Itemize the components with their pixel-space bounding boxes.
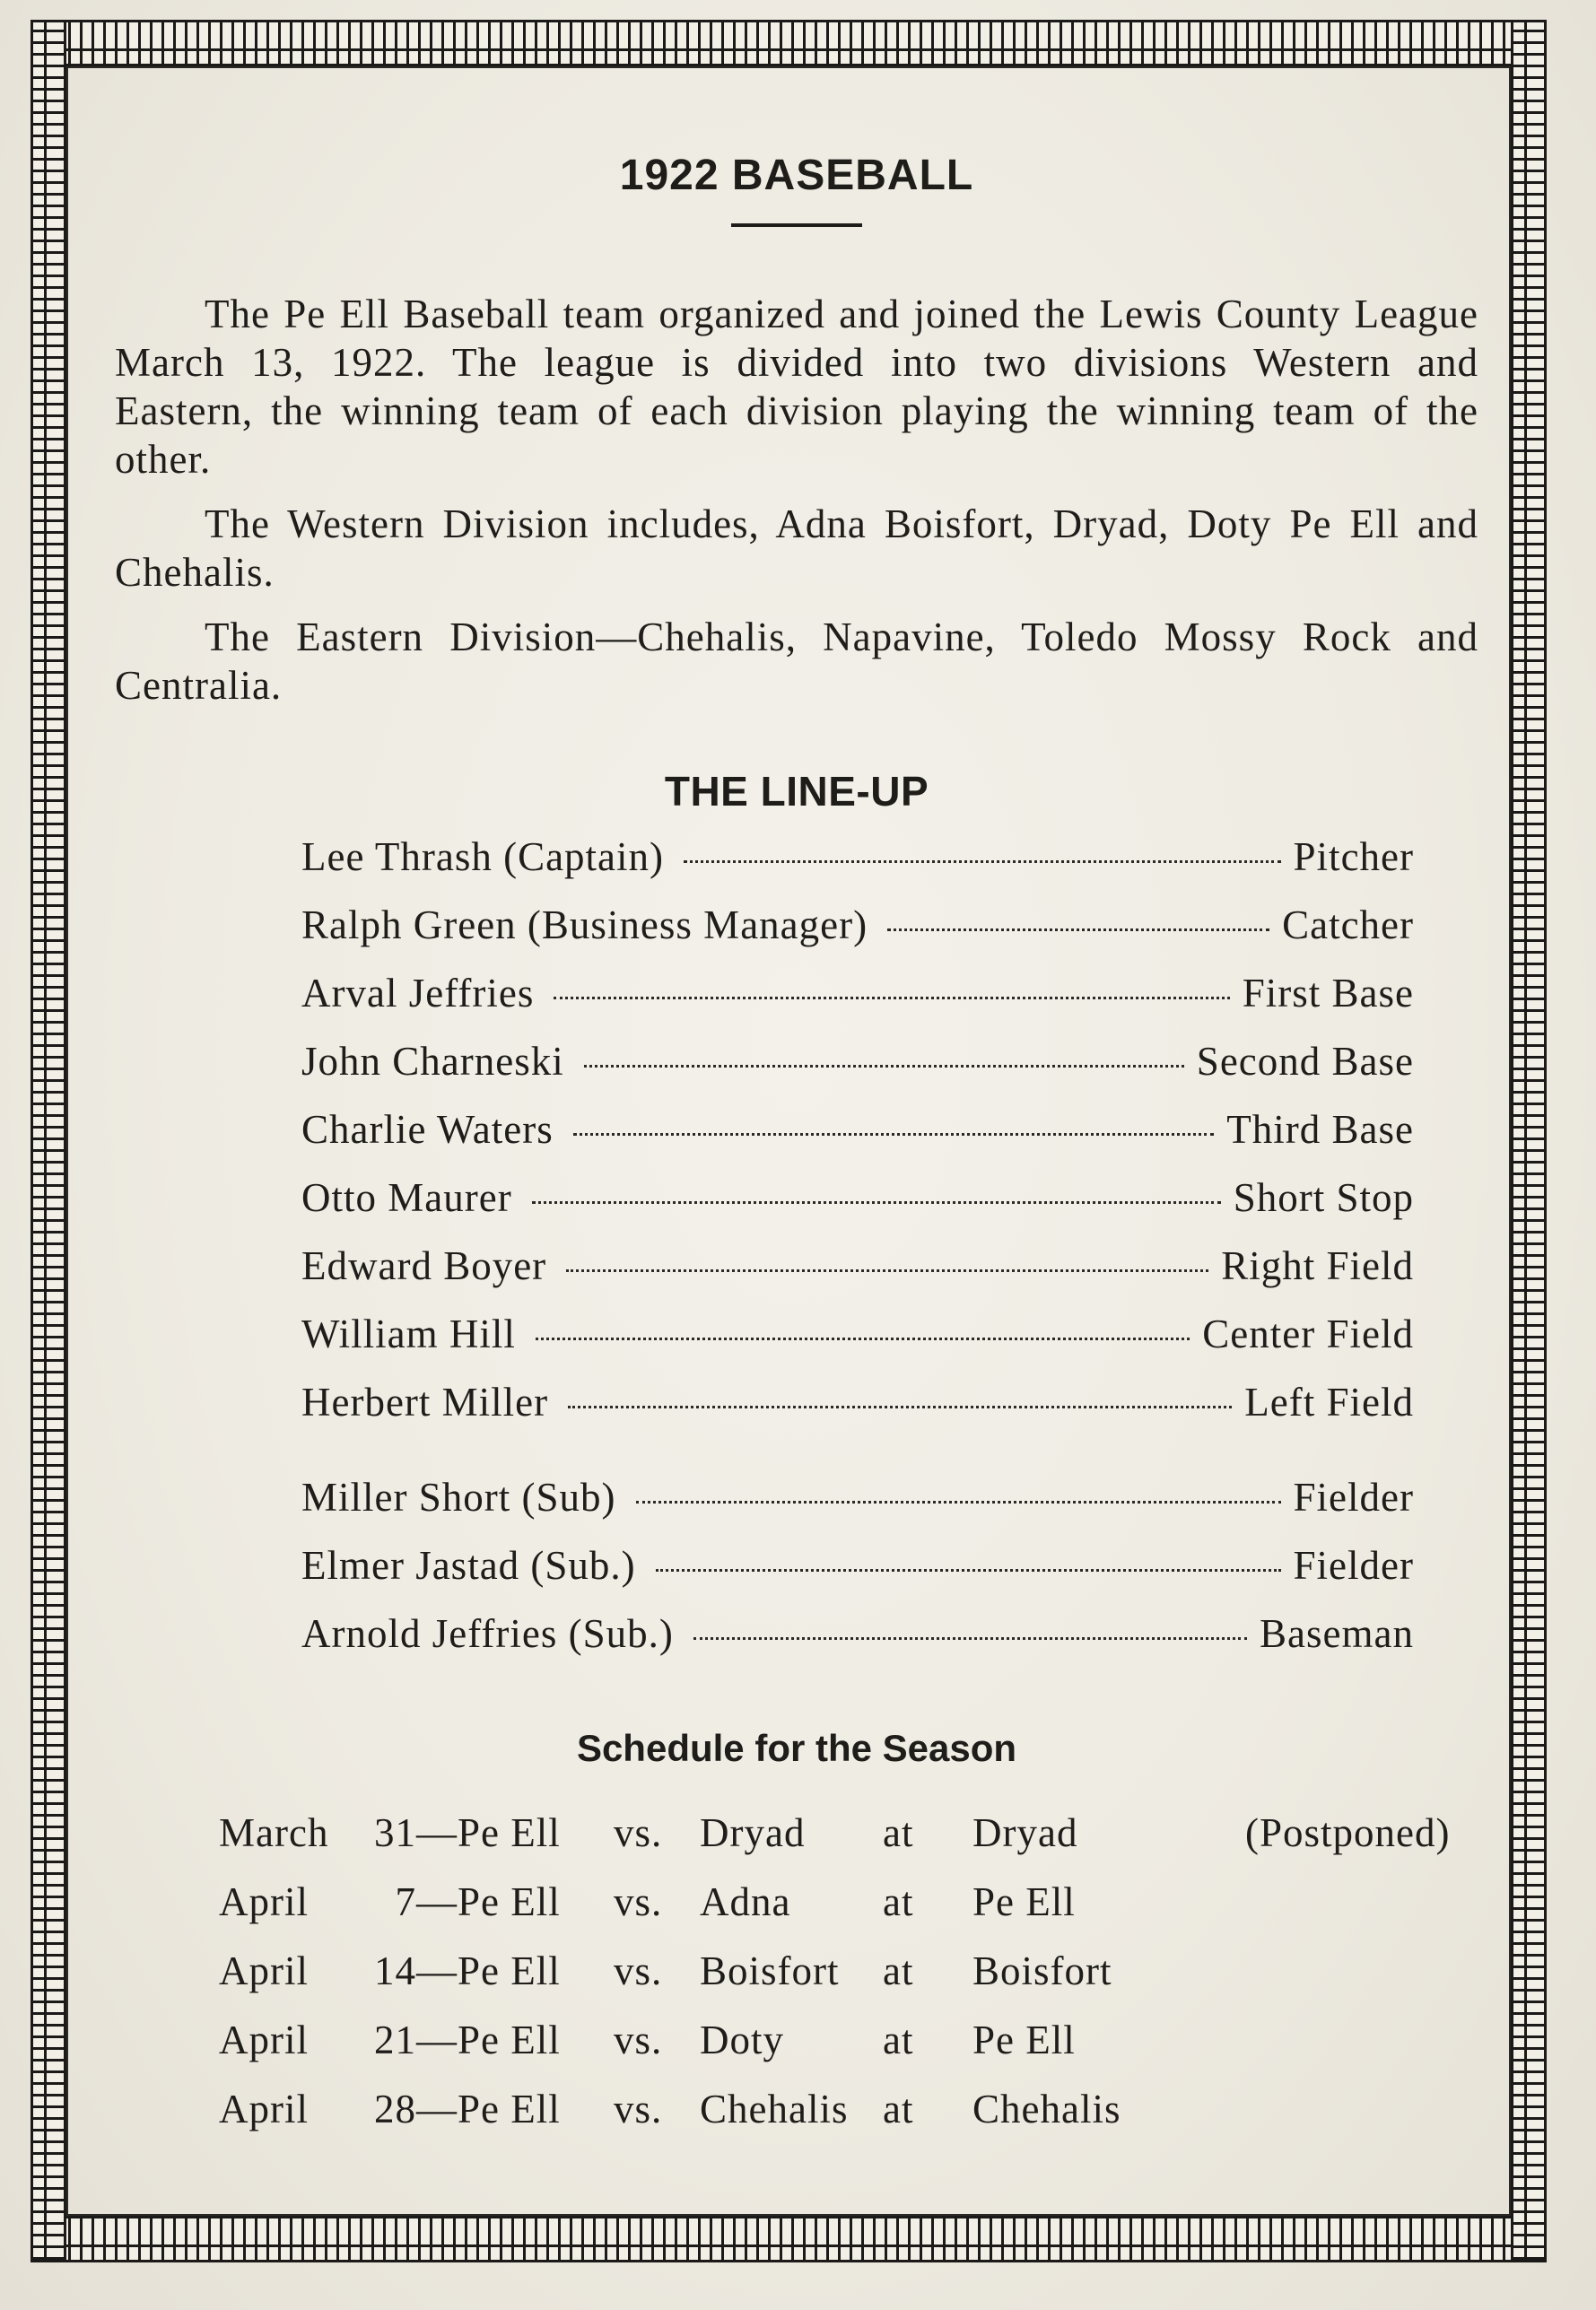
player-name: Edward Boyer [301, 1243, 547, 1288]
dot-leader [566, 1269, 1208, 1272]
game-venue: Dryad [972, 1810, 1078, 1855]
game-day: 31 [374, 1810, 416, 1855]
game-venue: Pe Ell [972, 2018, 1076, 2062]
home-team: —Pe Ell [416, 2018, 561, 2062]
dot-leader [887, 928, 1269, 931]
at-label: at [883, 1948, 914, 1993]
player-name: Herbert Miller [301, 1380, 549, 1425]
title-underline-rule [731, 223, 862, 227]
dot-leader [656, 1569, 1281, 1572]
game-day: 21 [374, 2018, 416, 2062]
page-title: 1922 BASEBALL [619, 152, 974, 199]
player-position: Center Field [1202, 1312, 1414, 1356]
at-label: at [883, 1810, 914, 1855]
game-venue: Chehalis [972, 2087, 1121, 2131]
schedule-list [219, 1809, 1478, 2155]
intro-section [115, 290, 1478, 710]
game-venue: Boisfort [972, 1948, 1112, 1993]
player-name: Otto Maurer [301, 1175, 512, 1220]
player-position: Second Base [1196, 1039, 1414, 1084]
opponent-team: Adna [700, 1879, 791, 1924]
substitute-row [301, 1542, 1414, 1610]
substitute-name: Arnold Jeffries (Sub.) [301, 1611, 674, 1656]
game-day: 14 [374, 1948, 416, 1993]
at-label: at [883, 2018, 914, 2062]
substitute-name: Elmer Jastad (Sub.) [301, 1543, 636, 1588]
opponent-team: Doty [700, 2018, 784, 2062]
ornamental-border-left [31, 20, 66, 2262]
dot-leader [684, 860, 1281, 863]
home-team: —Pe Ell [416, 1810, 561, 1855]
dot-leader [573, 1133, 1215, 1136]
intro-paragraph: The Western Division includes, Adna Boisfort, Dryad, Doty Pe Ell and Chehalis. [115, 501, 1478, 595]
substitute-row [301, 1610, 1414, 1678]
game-month: April [219, 2087, 309, 2131]
game-month: April [219, 1948, 309, 1993]
game-note: (Postponed) [1245, 1810, 1451, 1855]
substitute-row [301, 1474, 1414, 1542]
at-label: at [883, 1879, 914, 1924]
schedule-row [219, 2017, 1478, 2086]
player-position: Right Field [1221, 1243, 1414, 1288]
lineup-row [301, 1311, 1414, 1379]
versus-label: vs. [614, 1810, 663, 1855]
player-position: First Base [1242, 971, 1414, 1016]
schedule-row [219, 1809, 1478, 1879]
opponent-team: Chehalis [700, 2087, 849, 2131]
player-position: Short Stop [1233, 1175, 1414, 1220]
dot-leader [693, 1637, 1247, 1640]
player-position: Third Base [1226, 1107, 1414, 1152]
player-name: Charlie Waters [301, 1107, 554, 1152]
schedule-row [219, 1879, 1478, 1948]
substitute-position: Baseman [1260, 1611, 1414, 1656]
player-position: Left Field [1244, 1380, 1414, 1425]
schedule-row [219, 2086, 1478, 2155]
schedule-heading: Schedule for the Season [576, 1727, 1017, 1769]
game-venue: Pe Ell [972, 1879, 1076, 1924]
ornamental-border-top [31, 20, 1547, 66]
game-day: 7 [395, 1879, 416, 1924]
intro-paragraph: The Pe Ell Baseball team organized and joined the Lewis County League March 13, 1922. The league is divided into two divisions Western and Eastern, the winning team of each division playing the winning team of the other. [115, 292, 1478, 482]
versus-label: vs. [614, 2018, 663, 2062]
home-team: —Pe Ell [416, 1879, 561, 1924]
dot-leader [568, 1406, 1232, 1408]
ornamental-border-right [1511, 20, 1547, 2262]
game-month: March [219, 1810, 329, 1855]
ornamental-border-bottom [31, 2216, 1547, 2262]
opponent-team: Dryad [700, 1810, 806, 1855]
dot-leader [536, 1338, 1190, 1340]
lineup-row [301, 1174, 1414, 1242]
lineup-row [301, 833, 1414, 902]
versus-label: vs. [614, 2087, 663, 2131]
substitute-name: Miller Short (Sub) [301, 1475, 616, 1520]
lineup-row [301, 1379, 1414, 1447]
lineup-row [301, 1038, 1414, 1106]
dot-leader [584, 1065, 1184, 1068]
player-position: Pitcher [1293, 834, 1414, 879]
versus-label: vs. [614, 1879, 663, 1924]
game-month: April [219, 1879, 309, 1924]
home-team: —Pe Ell [416, 1948, 561, 1993]
lineup-list [301, 833, 1414, 1678]
substitute-position: Fielder [1293, 1475, 1414, 1520]
lineup-row [301, 970, 1414, 1038]
lineup-row [301, 1106, 1414, 1174]
player-name: William Hill [301, 1312, 516, 1356]
dot-leader [532, 1201, 1221, 1204]
lineup-heading: THE LINE-UP [664, 768, 929, 815]
dot-leader [636, 1501, 1281, 1504]
player-position: Catcher [1282, 902, 1414, 947]
home-team: —Pe Ell [416, 2087, 561, 2131]
game-day: 28 [374, 2087, 416, 2131]
player-name: Arval Jeffries [301, 971, 535, 1016]
player-name: Ralph Green (Business Manager) [301, 902, 868, 947]
player-name: John Charneski [301, 1039, 564, 1084]
substitute-position: Fielder [1293, 1543, 1414, 1588]
schedule-row [219, 1948, 1478, 2017]
dot-leader [554, 997, 1229, 999]
page-content [115, 135, 1478, 2155]
versus-label: vs. [614, 1948, 663, 1993]
intro-paragraph: The Eastern Division—Chehalis, Napavine, Toledo Mossy Rock and Centralia. [115, 615, 1478, 708]
lineup-row [301, 1242, 1414, 1311]
opponent-team: Boisfort [700, 1948, 840, 1993]
at-label: at [883, 2087, 914, 2131]
player-name: Lee Thrash (Captain) [301, 834, 665, 879]
lineup-row [301, 902, 1414, 970]
game-month: April [219, 2018, 309, 2062]
